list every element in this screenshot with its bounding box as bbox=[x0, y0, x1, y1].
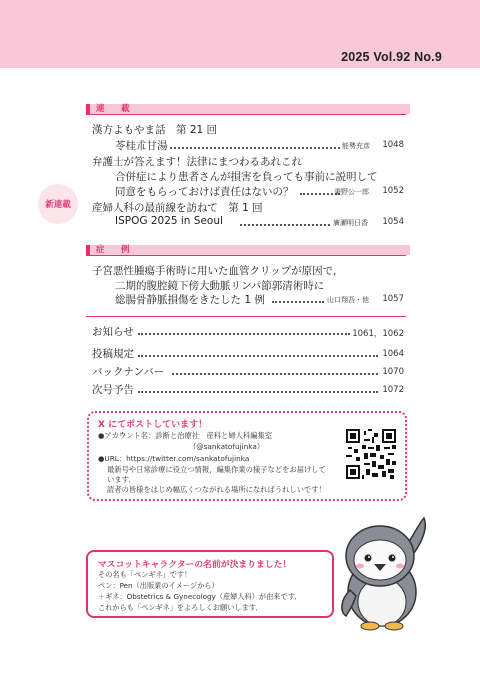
x-desc-line: 最新号や日常診療に役立つ情報，編集作業の様子などをお届けして bbox=[107, 465, 326, 474]
section-title: 症 例 bbox=[96, 245, 134, 255]
toc-title[interactable]: 子宮悪性腫瘍手術時に用いた血管クリップが原因で， bbox=[92, 265, 344, 277]
leader-dots bbox=[172, 373, 378, 375]
mascot-line: その名も「ペンギネ」です！ bbox=[98, 570, 192, 579]
divider bbox=[86, 114, 406, 115]
leader-dots bbox=[138, 391, 378, 393]
toc-title[interactable]: 産婦人科の最前線を訪ねて 第 1 回 bbox=[92, 202, 263, 214]
mascot-announcement-box bbox=[86, 550, 334, 618]
x-promo-title: X にてポストしています！ bbox=[98, 420, 208, 430]
leader-dots bbox=[138, 333, 350, 335]
toc-page: 1052 bbox=[382, 186, 404, 196]
penguin-mascot-icon bbox=[330, 510, 440, 635]
mascot-line: これからも「ペンギネ」をよろしくお願いします． bbox=[98, 603, 263, 612]
misc-page: 1064 bbox=[382, 349, 404, 359]
toc-page: 1057 bbox=[382, 294, 404, 304]
x-account-handle: （@sankatofujinka） bbox=[189, 442, 265, 451]
toc-author: 秉野公一郎 bbox=[334, 188, 369, 196]
misc-label[interactable]: お知らせ bbox=[92, 326, 134, 338]
leader-dots bbox=[240, 224, 330, 226]
misc-page: 1061，1062 bbox=[352, 329, 404, 339]
toc-title[interactable]: 漢方よもやま話 第 21 回 bbox=[92, 124, 218, 136]
toc-title-cont[interactable]: 総腸骨静脈損傷をきたした 1 例 bbox=[115, 294, 265, 306]
toc-subtitle[interactable]: 同意をもらっておけば責任はないの？ bbox=[115, 186, 294, 198]
x-desc-line: います． bbox=[107, 475, 136, 484]
toc-subtitle[interactable]: 合併症により患者さんが損害を負っても事前に説明して bbox=[115, 171, 378, 183]
mascot-line: ペン：Pen（出版業のイメージから） bbox=[98, 581, 219, 590]
toc-author: 山口翔吾・他 bbox=[327, 296, 369, 304]
mascot-line: ＋ギネ：Obstetrics & Gynecology（産婦人科）が由来です． bbox=[98, 592, 302, 601]
toc-author: 能勢充彦 bbox=[342, 142, 370, 150]
toc-page: 1048 bbox=[382, 140, 404, 150]
qr-code-icon[interactable] bbox=[346, 429, 396, 479]
misc-page: 1072 bbox=[382, 385, 404, 395]
section-header-case bbox=[86, 245, 410, 255]
mascot-title: マスコットキャラクターの名前が決まりました！ bbox=[98, 560, 292, 570]
leader-dots bbox=[170, 147, 340, 149]
toc-subtitle[interactable]: ISPOG 2025 in Seoul bbox=[115, 215, 223, 227]
toc-author: 廣瀬明日香 bbox=[333, 219, 368, 227]
issue-number: 2025 Vol.92 No.9 bbox=[341, 50, 442, 64]
x-account-name: ●アカウント名：診断と治療社 産科と婦人科編集室 bbox=[98, 431, 273, 440]
divider bbox=[86, 316, 406, 317]
misc-label[interactable]: 投稿規定 bbox=[92, 348, 134, 360]
divider bbox=[86, 255, 406, 256]
x-desc-line: 読者の皆様をはじめ幅広くつながれる場所になればうれしいです！ bbox=[107, 485, 326, 494]
toc-subtitle[interactable]: 苓桂朮甘湯 bbox=[115, 140, 168, 152]
section-title: 連 載 bbox=[96, 104, 134, 114]
section-header-serial bbox=[86, 104, 410, 114]
x-url-link[interactable]: ●URL：https://twitter.com/sankatofujinka bbox=[98, 454, 250, 463]
misc-label[interactable]: 次号予告 bbox=[92, 384, 134, 396]
toc-title[interactable]: 弁護士が答えます！法律にまつわるあれこれ bbox=[92, 156, 302, 168]
toc-title-cont[interactable]: 二期的腹腔鏡下傍大動脈リンパ節郭清術時に bbox=[115, 280, 325, 292]
leader-dots bbox=[272, 301, 324, 303]
new-series-badge bbox=[38, 184, 78, 224]
misc-page: 1070 bbox=[382, 367, 404, 377]
x-promo-box bbox=[87, 411, 407, 501]
badge-label: 新連載 bbox=[45, 200, 71, 210]
leader-dots bbox=[138, 355, 378, 357]
toc-page: 1054 bbox=[382, 217, 404, 227]
misc-label[interactable]: バックナンバー bbox=[92, 366, 165, 378]
